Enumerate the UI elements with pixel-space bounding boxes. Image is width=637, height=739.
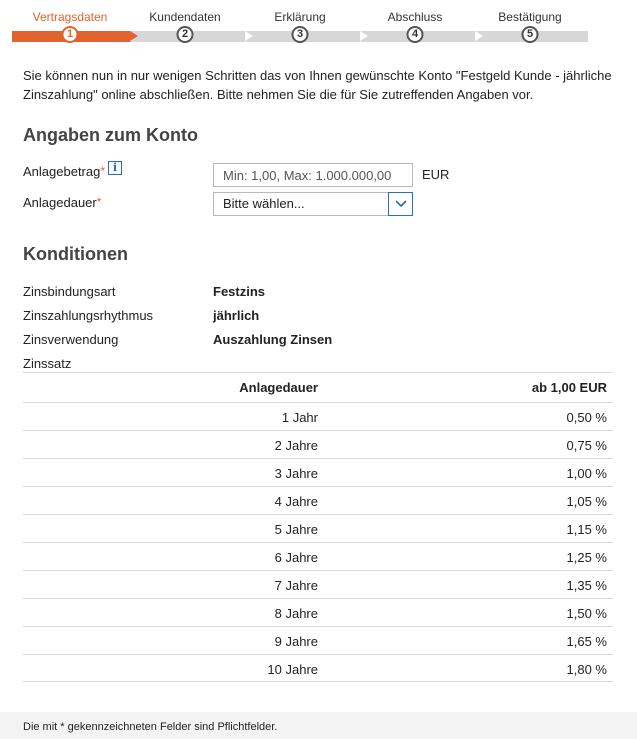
dropdown-button[interactable]: [388, 192, 413, 216]
table-header-rate: ab 1,00 EUR: [531, 380, 607, 395]
table-cell-rate: 0,50 %: [566, 410, 607, 425]
progress-stepper: [0, 0, 637, 48]
condition-value-zinszahlungsrhythmus: jährlich: [213, 308, 260, 323]
table-cell-rate: 1,00 %: [566, 466, 607, 481]
table-cell-duration: 10 Jahre: [267, 662, 318, 677]
table-cell-duration: 4 Jahre: [274, 494, 318, 509]
table-row: [23, 514, 613, 542]
step-arrow-icon: [360, 31, 368, 41]
condition-value-zinsbindungsart: Festzins: [213, 284, 266, 299]
progress-segment-inactive: [130, 31, 588, 42]
amount-label: [23, 164, 105, 179]
table-cell-rate: 1,50 %: [566, 606, 607, 621]
table-row: [23, 570, 613, 598]
step-arrow-icon: [475, 31, 483, 41]
step-number-4: 4: [407, 26, 424, 43]
intro-text: Sie können nun in nur wenigen Schritten das von Ihnen gewünschte Konto "Festgeld Kunde - jährliche Zinszahlung" online abschließen. Bitte nehmen Sie die für Sie zutreffenden Angaben vor.: [23, 68, 612, 102]
step-number-5: 5: [522, 26, 539, 43]
table-cell-duration: 2 Jahre: [274, 438, 318, 453]
table-cell-rate: 1,35 %: [566, 578, 607, 593]
amount-input[interactable]: [213, 163, 413, 187]
table-cell-duration: 7 Jahre: [274, 578, 318, 593]
table-cell-rate: 1,80 %: [566, 662, 607, 677]
step-label-abschluss: Abschluss: [387, 10, 443, 24]
condition-value-zinsverwendung: Auszahlung Zinsen: [213, 332, 333, 347]
table-cell-rate: 1,65 %: [566, 634, 607, 649]
table-header-row: [23, 372, 613, 402]
footnote-text: Die mit * gekennzeichneten Felder sind Pflichtfelder.: [23, 721, 278, 733]
required-marker: *: [100, 164, 106, 178]
table-cell-duration: 1 Jahr: [281, 410, 318, 425]
table-row: [23, 458, 613, 486]
duration-select-value: Bitte wählen...: [223, 196, 305, 211]
table-cell-rate: 1,05 %: [566, 494, 607, 509]
currency-label: EUR: [422, 167, 450, 182]
condition-label-zinssatz: Zinssatz: [23, 356, 72, 371]
step-label-erklaerung: Erklärung: [274, 10, 326, 24]
table-row: [23, 402, 613, 430]
step-number-1: 1: [62, 26, 79, 43]
table-cell-rate: 1,15 %: [566, 522, 607, 537]
amount-label-text: Anlagebetrag: [23, 164, 101, 179]
table-cell-rate: 1,25 %: [566, 550, 607, 565]
step-arrow-icon: [245, 31, 253, 41]
condition-label-zinsverwendung: Zinsverwendung: [23, 332, 119, 347]
step-label-vertragsdaten: Vertragsdaten: [32, 10, 108, 24]
duration-select[interactable]: [213, 192, 413, 216]
table-cell-duration: 6 Jahre: [274, 550, 318, 565]
table-row: [23, 486, 613, 514]
required-fields-footnote: [0, 712, 637, 739]
step-label-bestaetigung: Bestätigung: [498, 10, 562, 24]
table-cell-duration: 3 Jahre: [274, 466, 318, 481]
step-label-kundendaten: Kundendaten: [149, 10, 221, 24]
step-number-3: 3: [292, 26, 309, 43]
required-marker: *: [96, 195, 102, 209]
table-row: [23, 654, 613, 682]
table-row: [23, 430, 613, 458]
table-cell-duration: 8 Jahre: [274, 606, 318, 621]
table-cell-duration: 9 Jahre: [274, 634, 318, 649]
info-icon[interactable]: i: [108, 161, 122, 175]
condition-label-zinszahlungsrhythmus: Zinszahlungsrhythmus: [23, 308, 154, 323]
section-heading-konditionen: Konditionen: [23, 244, 128, 264]
table-row: [23, 598, 613, 626]
table-row: [23, 542, 613, 570]
table-header-duration: Anlagedauer: [239, 380, 318, 395]
table-row: [23, 626, 613, 654]
condition-label-zinsbindungsart: Zinsbindungsart: [23, 284, 116, 299]
interest-rate-table: [23, 372, 613, 682]
table-cell-duration: 5 Jahre: [274, 522, 318, 537]
duration-label: [23, 195, 101, 210]
duration-label-text: Anlagedauer: [23, 195, 97, 210]
table-cell-rate: 0,75 %: [566, 438, 607, 453]
step-arrow-icon: [130, 31, 138, 41]
section-heading-konto: Angaben zum Konto: [23, 125, 198, 145]
chevron-down-icon: [395, 200, 407, 208]
step-number-2: 2: [177, 26, 194, 43]
